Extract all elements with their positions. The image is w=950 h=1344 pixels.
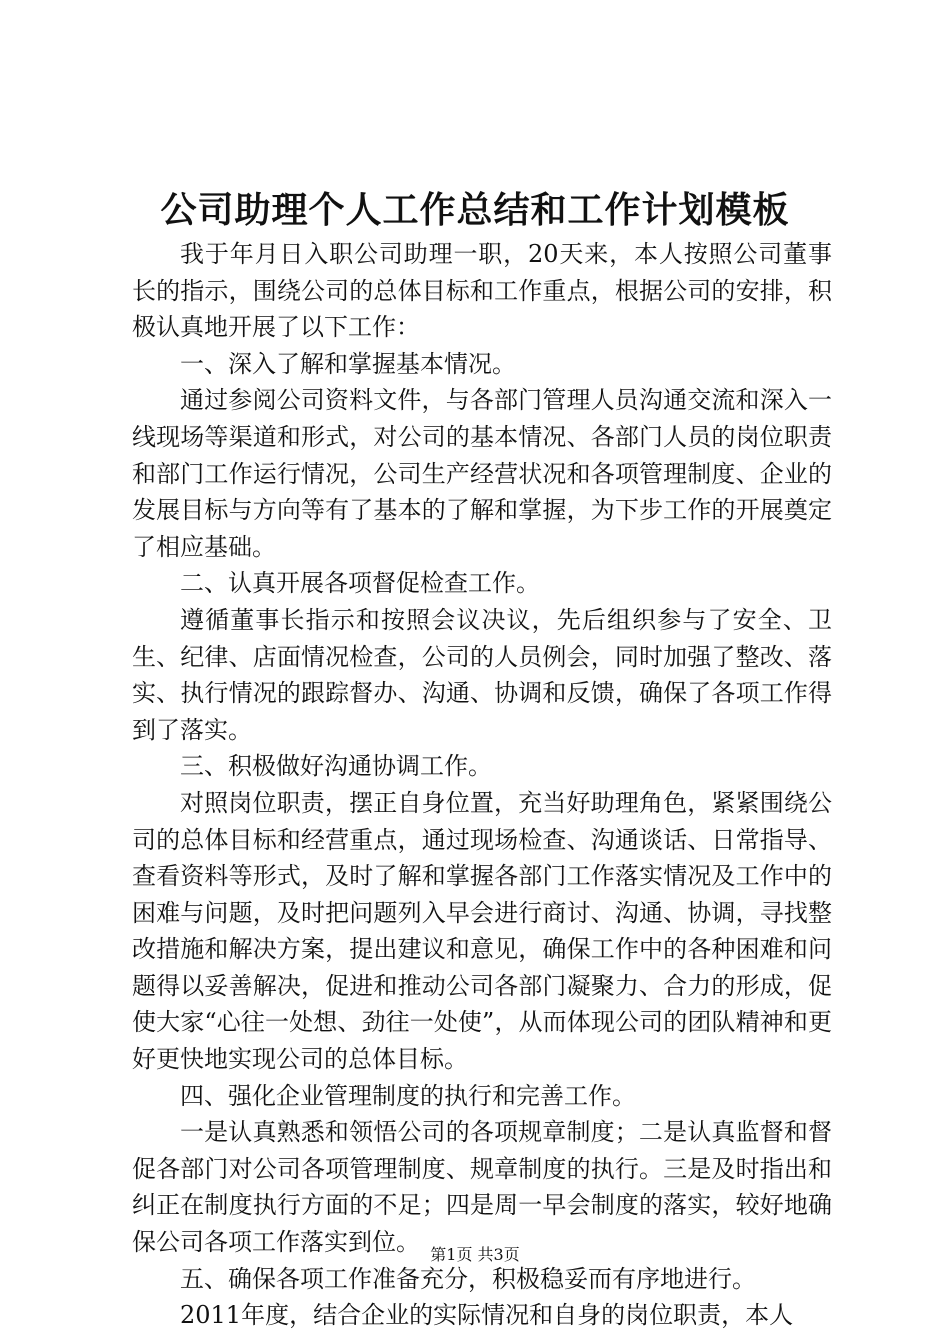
section-heading-5: 五、确保各项工作准备充分，积极稳妥而有序地进行。 bbox=[180, 1264, 756, 1293]
page-number-footer: 第1页 共3页 bbox=[430, 1245, 520, 1264]
section-heading-3: 三、积极做好沟通协调工作。 bbox=[180, 752, 492, 781]
section-heading-4: 四、强化企业管理制度的执行和完善工作。 bbox=[180, 1081, 636, 1110]
paragraph-section-5: 2011年度，结合企业的实际情况和自身的岗位职责，本人 bbox=[180, 1301, 794, 1330]
section-heading-1: 一、深入了解和掌握基本情况。 bbox=[180, 349, 516, 378]
document-body bbox=[132, 236, 832, 1334]
paragraph-section-4: 一是认真熟悉和领悟公司的各项规章制度；二是认真监督和督促各部门对公司各项管理制度、规章制度的执行。三是及时指出和纠正在制度执行方面的不足；四是周一早会制度的落实，较好地确保公司各项工作落实到位。 bbox=[132, 1118, 832, 1257]
paragraph-section-1: 通过参阅公司资料文件，与各部门管理人员沟通交流和深入一线现场等渠道和形式，对公司的基本情况、各部门人员的岗位职责和部门工作运行情况，公司生产经营状况和各项管理制度、企业的发展目标与方向等有了基本的了解和掌握，为下步工作的开展奠定了相应基础。 bbox=[132, 386, 832, 561]
paragraph-section-3: 对照岗位职责，摆正自身位置，充当好助理角色，紧紧围绕公司的总体目标和经营重点，通过现场检查、沟通谈话、日常指导、查看资料等形式，及时了解和掌握各部门工作落实情况及工作中的困难与问题，及时把问题列入早会进行商讨、沟通、协调，寻找整改措施和解决方案，提出建议和意见，确保工作中的各种困难和问题得以妥善解决，促进和推动公司各部门凝聚力、合力的形成，促使大家“心往一处想、劲往一处使”，从而体现公司的团队精神和更好更快地实现公司的总体目标。 bbox=[132, 788, 832, 1074]
document-title: 公司助理个人工作总结和工作计划模板 bbox=[160, 189, 790, 231]
paragraph-section-2: 遵循董事长指示和按照会议决议，先后组织参与了安全、卫生、纪律、店面情况检查，公司的人员例会，同时加强了整改、落实、执行情况的跟踪督办、沟通、协调和反馈，确保了各项工作得到了落实。 bbox=[132, 605, 832, 744]
paragraph-intro: 我于年月日入职公司助理一职，20天来，本人按照公司董事长的指示，围绕公司的总体目标和工作重点，根据公司的安排，积极认真地开展了以下工作： bbox=[132, 240, 832, 342]
section-heading-2: 二、认真开展各项督促检查工作。 bbox=[180, 569, 540, 598]
